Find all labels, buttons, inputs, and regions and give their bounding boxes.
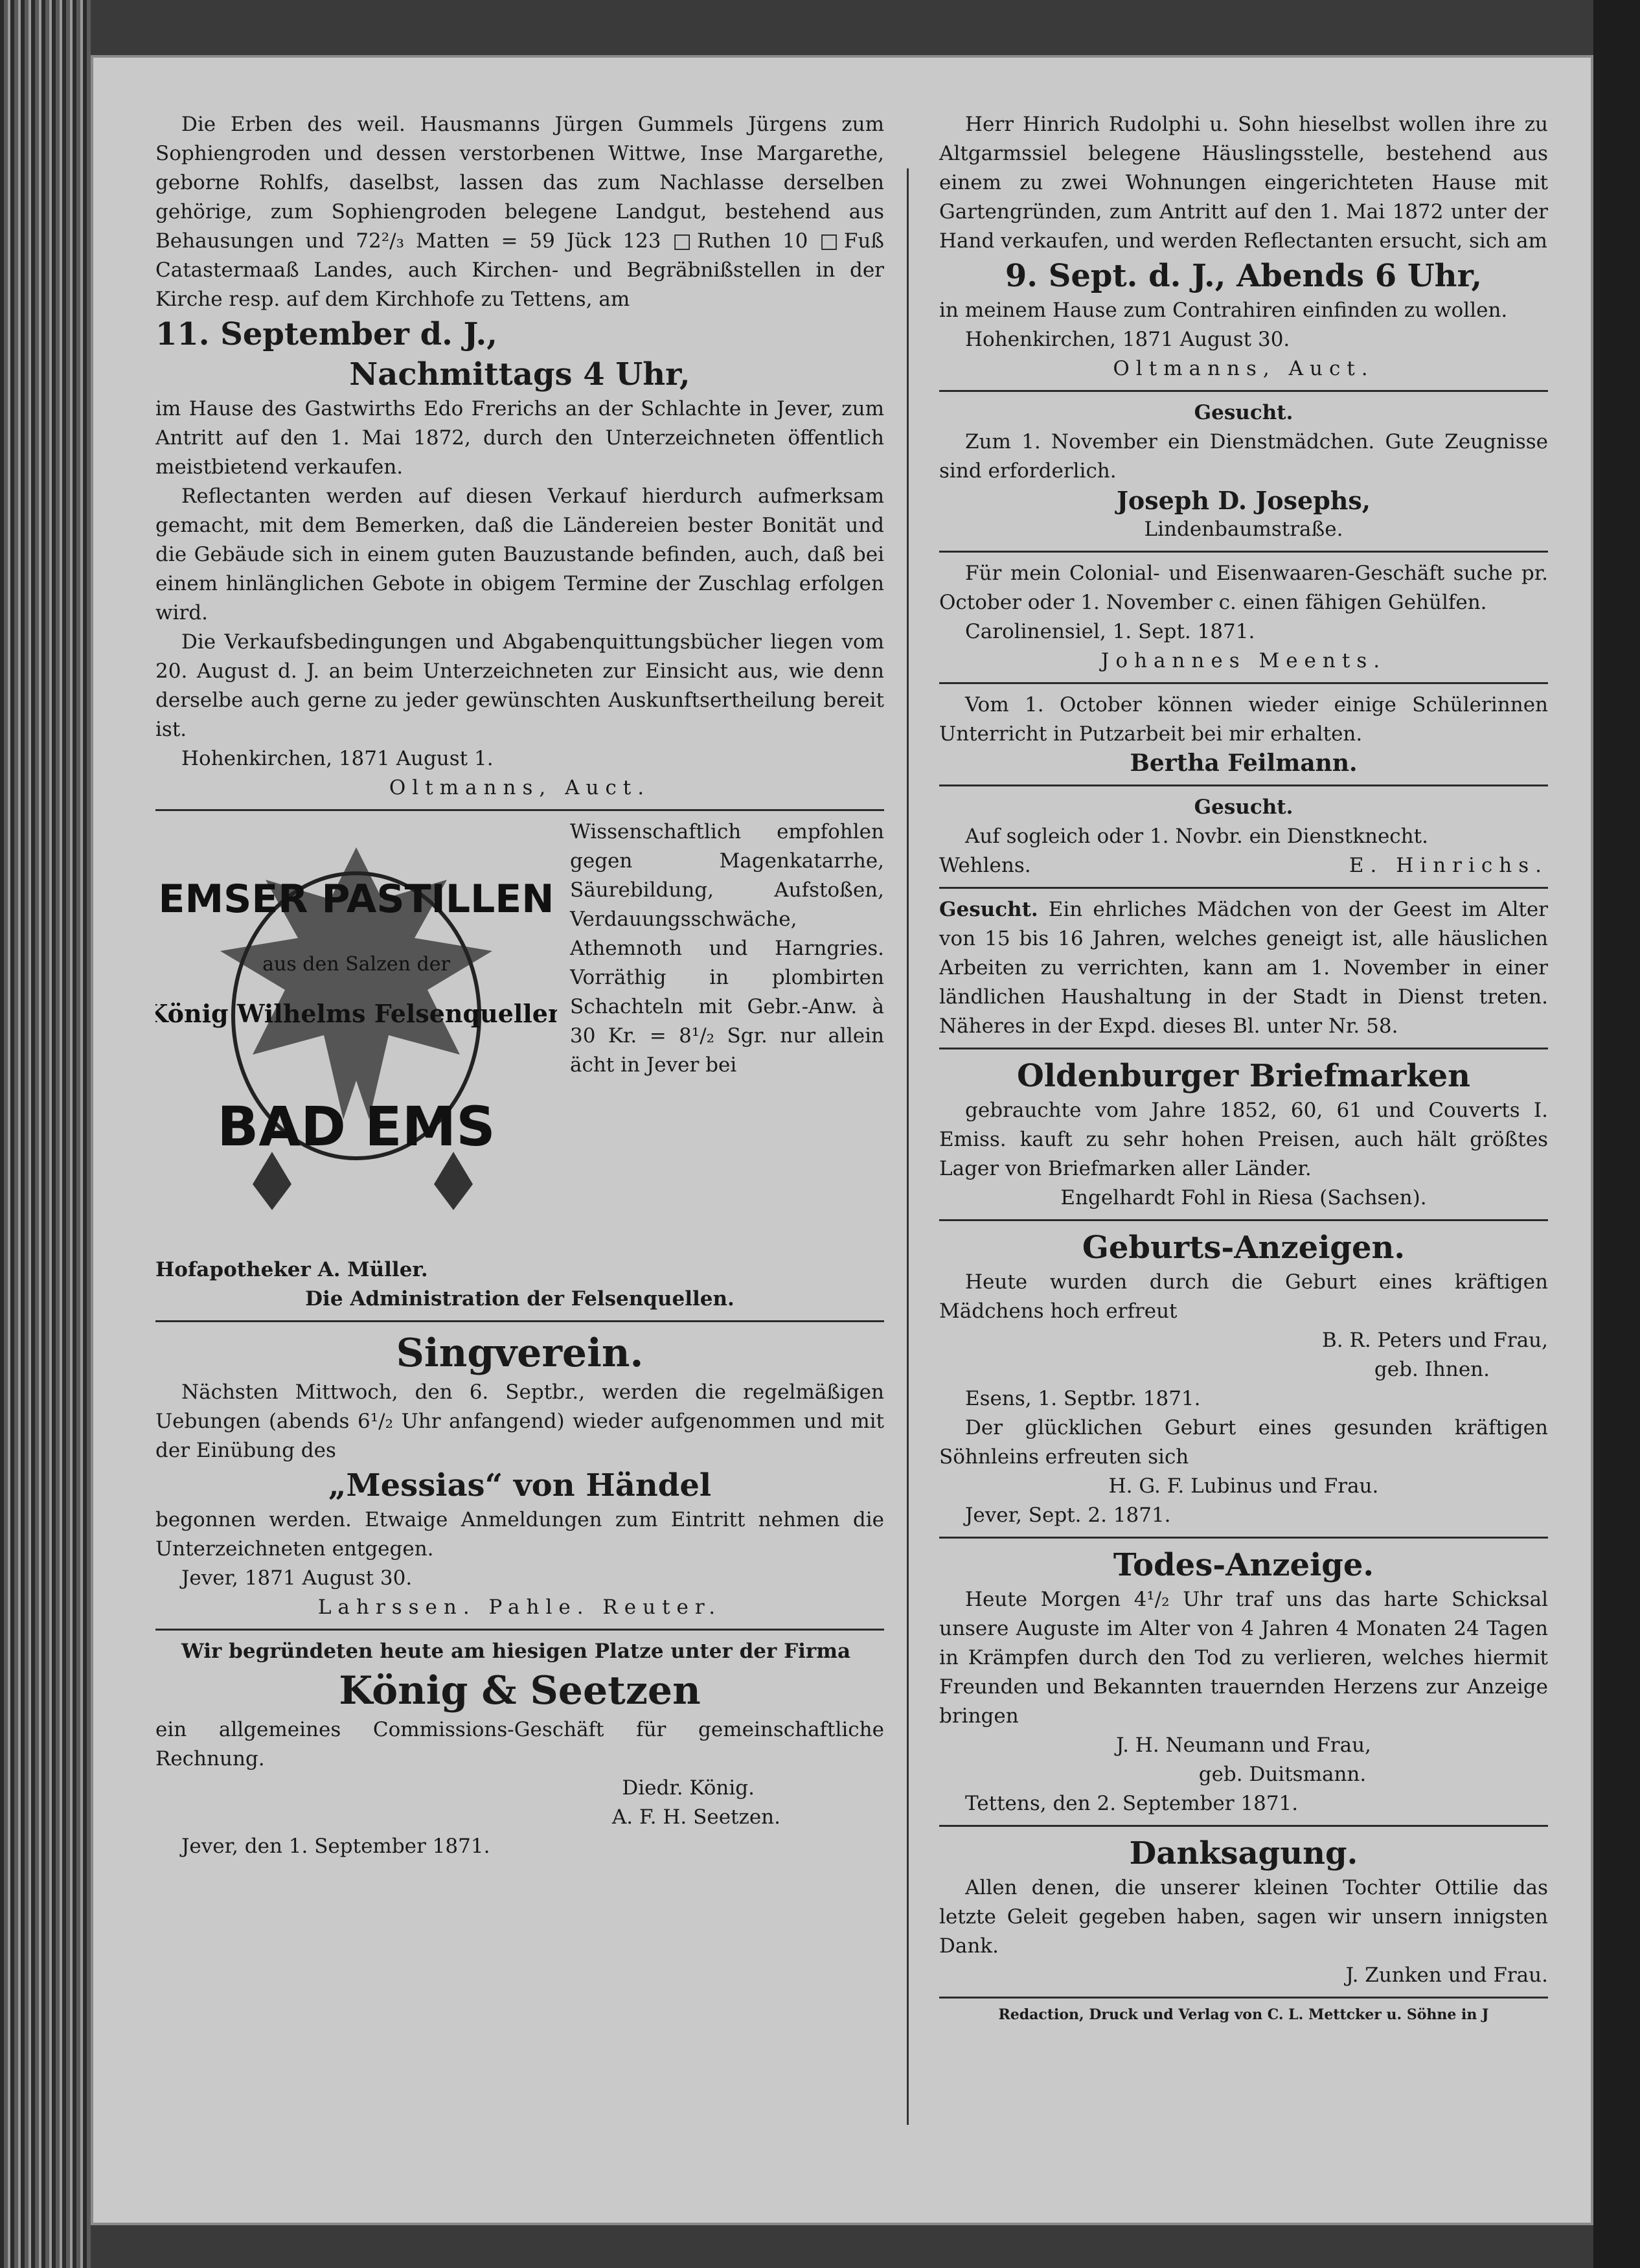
pharmacist: Hofapotheker A. Müller. xyxy=(155,1258,428,1281)
gesucht-ad-1 xyxy=(939,398,1548,544)
divider-rule xyxy=(939,887,1548,889)
gesucht-title: Gesucht. xyxy=(1194,796,1293,819)
death-title: Todes-Anzeige. xyxy=(1113,1547,1374,1583)
gesucht-title: Gesucht. xyxy=(939,898,1038,921)
parents: J. H. Neumann und Frau, xyxy=(1116,1734,1371,1757)
firm-text: ein allgemeines Commissions-Geschäft für gemeinschaftliche Rechnung. xyxy=(155,1718,884,1770)
gesucht-text: Auf sogleich oder 1. Novbr. ein Dienstknecht. xyxy=(965,825,1428,848)
place-date-1: Esens, 1. Septbr. 1871. xyxy=(965,1387,1201,1410)
parents-2: H. G. F. Lubinus und Frau. xyxy=(1108,1474,1379,1498)
thanks-notice xyxy=(939,1833,1548,1990)
parents-1-maiden: geb. Ihnen. xyxy=(1374,1358,1490,1381)
eagle-emblem-graphic xyxy=(155,821,557,1249)
place-date: Hohenkirchen, 1871 August 1. xyxy=(181,747,494,770)
gesucht-title: Gesucht. xyxy=(1194,401,1293,424)
emblem-text-mid2: König Wilhelms Felsenquellen xyxy=(155,999,557,1028)
place-date: Carolinensiel, 1. Sept. 1871. xyxy=(965,620,1255,643)
parents-1: B. R. Peters und Frau, xyxy=(1322,1329,1548,1352)
place-date: Jever, 1871 August 30. xyxy=(181,1566,413,1590)
ad-text-4: Die Verkaufsbedingungen und Abgabenquittungsbücher liegen vom 20. August d. J. an beim Unterzeichneten zur Einsicht aus, wie denn derselbe auch gerne zu jeder gewünschten Auskunftsertheilung bereit ist. xyxy=(155,630,884,741)
sale-time: Nachmittags 4 Uhr, xyxy=(349,356,690,393)
colonial-text: Für mein Colonial- und Eisenwaaren-Geschäft suche pr. October oder 1. November c. einen fähigen Gehülfen. xyxy=(939,562,1548,614)
colonial-ad xyxy=(939,559,1548,676)
emblem-text-top: EMSER PASTILLEN xyxy=(158,876,554,922)
singverein-text-2: begonnen werden. Etwaige Anmeldungen zum Eintritt nehmen die Unterzeichneten entgegen. xyxy=(155,1508,884,1561)
divider-rule xyxy=(939,682,1548,684)
ems-pastilles-ad xyxy=(155,818,884,1314)
divider-rule xyxy=(155,1320,884,1322)
gesucht-text: Ein ehrliches Mädchen von der Geest im Alter von 15 bis 16 Jahren, welches geneigt ist, alle häuslichen Arbeiten zu verrichten, kann am 1. November in einer ländlichen Haushaltung in der Stadt in Dienst treten. Näheres in der Expd. dieses Bl. unter Nr. 58. xyxy=(939,898,1548,1038)
birth-text-1: Heute wurden durch die Geburt eines kräftigen Mädchens hoch erfreut xyxy=(939,1270,1548,1323)
signature-1: Diedr. König. xyxy=(622,1776,755,1800)
gesucht-ad-3 xyxy=(939,895,1548,1041)
divider-rule xyxy=(939,785,1548,786)
thanks-name: J. Zunken und Frau. xyxy=(1345,1964,1548,1987)
column-divider xyxy=(907,168,909,2125)
advertiser-street: Lindenbaumstraße. xyxy=(1144,518,1343,541)
singverein-work: „Messias“ von Händel xyxy=(328,1467,712,1504)
feilmann-ad xyxy=(939,691,1548,778)
right-column xyxy=(939,110,1548,2024)
signatures: Lahrssen. Pahle. Reuter. xyxy=(317,1596,722,1619)
singverein-ad xyxy=(155,1329,884,1622)
advertiser-name: Joseph D. Josephs, xyxy=(1116,486,1371,515)
birth-title: Geburts-Anzeigen. xyxy=(1082,1230,1406,1266)
place-date: Hohenkirchen, 1871 August 30. xyxy=(965,328,1290,351)
thanks-title: Danksagung. xyxy=(1129,1835,1358,1872)
signature-2: A. F. H. Seetzen. xyxy=(611,1805,780,1829)
briefmarken-text: gebrauchte vom Jahre 1852, 60, 61 und Couverts I. Emiss. kauft zu sehr hohen Preisen, auch hält größtes Lager von Briefmarken aller Länder. xyxy=(939,1099,1548,1180)
death-text: Heute Morgen 4¹/₂ Uhr traf uns das harte Schicksal unsere Auguste im Alter von 4 Jahren 4 Monaten 24 Tagen in Krämpfen durch den Tod zu verlieren, welches hiermit Freunden und Bekannten trauernden Herzens zur Anzeige bringen xyxy=(939,1588,1548,1728)
advertiser-name: Bertha Feilmann. xyxy=(1130,750,1358,777)
signature: Oltmanns, Auct. xyxy=(1113,357,1374,380)
imprint-footer: Redaction, Druck und Verlag von C. L. Mettcker u. Söhne in J xyxy=(998,2006,1489,2023)
gesucht-ad-2 xyxy=(939,793,1548,880)
ems-text: Wissenschaftlich empfohlen gegen Magenkatarrhe, Säurebildung, Aufstoßen, Verdauungsschwäche, Athemnoth und Harngries. Vorräthig in plombirten Schachteln mit Gebr.-Anw. à 30 Kr. = 8¹/₂ Sgr. nur allein ächt in Jever bei xyxy=(570,820,884,1077)
briefmarken-ad xyxy=(939,1056,1548,1213)
place-date: Jever, den 1. September 1871. xyxy=(181,1835,490,1858)
divider-rule xyxy=(939,1537,1548,1539)
divider-rule xyxy=(939,390,1548,392)
ad-text-3: Reflectanten werden auf diesen Verkauf hierdurch aufmerksam gemacht, mit dem Bemerken, daß die Ländereien bester Bonität und die Gebäude sich in einem guten Bauzustande befinden, auch, daß bei einem hinlänglichen Gebote in obigem Termine der Zuschlag erfolgen wird. xyxy=(155,485,884,624)
place-date-2: Jever, Sept. 2. 1871. xyxy=(965,1504,1171,1527)
administration: Die Administration der Felsenquellen. xyxy=(305,1287,735,1311)
rudolphi-text: Herr Hinrich Rudolphi u. Sohn hieselbst wollen ihre zu Altgarmssiel belegene Häuslingsstelle, bestehend aus einem zu zwei Wohnungen eingerichteten Hause mit Gartengründen, zum Antritt auf den 1. Mai 1872 unter der Hand verkaufen, und werden Reflectanten ersucht, sich am xyxy=(939,113,1548,253)
advertiser-name: E. Hinrichs. xyxy=(1349,854,1548,877)
parents-maiden: geb. Duitsmann. xyxy=(1198,1763,1367,1786)
emblem-text-mid1: aus den Salzen der xyxy=(262,953,450,976)
singverein-text: Nächsten Mittwoch, den 6. Septbr., werden die regelmäßigen Uebungen (abends 6¹/₂ Uhr anfangend) wieder aufgenommen und mit der Einübung des xyxy=(155,1380,884,1462)
birth-announcements xyxy=(939,1228,1548,1530)
rudolphi-ad xyxy=(939,110,1548,384)
divider-rule xyxy=(155,1629,884,1631)
sale-date: 11. September d. J., xyxy=(155,316,497,352)
singverein-title: Singverein. xyxy=(396,1331,644,1376)
firm-intro: Wir begründeten heute am hiesigen Platze unter der Firma xyxy=(181,1640,851,1663)
divider-rule xyxy=(939,1825,1548,1827)
eagle-emblem-image xyxy=(155,821,557,1249)
emblem-text-bottom: BAD EMS xyxy=(217,1095,495,1158)
divider-rule xyxy=(939,1048,1548,1049)
feilmann-text: Vom 1. October können wieder einige Schülerinnen Unterricht in Putzarbeit bei mir erhalten. xyxy=(939,693,1548,746)
death-notice xyxy=(939,1545,1548,1818)
place: Wehlens. xyxy=(939,854,1031,877)
rudolphi-date: 9. Sept. d. J., Abends 6 Uhr, xyxy=(1005,258,1483,294)
advertiser-name: Engelhardt Fohl in Riesa (Sachsen). xyxy=(1060,1186,1427,1209)
place-name-row xyxy=(939,851,1548,880)
gesucht-text: Zum 1. November ein Dienstmädchen. Gute Zeugnisse sind erforderlich. xyxy=(939,430,1548,483)
briefmarken-title: Oldenburger Briefmarken xyxy=(1016,1058,1471,1094)
divider-rule xyxy=(155,809,884,811)
place-date: Tettens, den 2. September 1871. xyxy=(965,1792,1299,1815)
ad-text-2: im Hause des Gastwirths Edo Frerichs an der Schlachte in Jever, zum Antritt auf den 1. Mai 1872, durch den Unterzeichneten öffentlich meistbietend verkaufen. xyxy=(155,397,884,479)
divider-rule xyxy=(939,1219,1548,1221)
birth-text-2: Der glücklichen Geburt eines gesunden kräftigen Söhnleins erfreuten sich xyxy=(939,1416,1548,1469)
ad-text: Die Erben des weil. Hausmanns Jürgen Gummels Jürgens zum Sophiengroden und dessen verstorbenen Wittwe, Inse Margarethe, geborne Rohlfs, daselbst, lassen das zum Nachlasse derselben gehörige, zum Sophiengroden belegene Landgut, bestehend aus Behausungen und 72²/₃ Matten = 59 Jück 123 □Ruthen 10 □Fuß Catastermaaß Landes, auch Kirchen- und Begräbnißstellen in der Kirche resp. auf dem Kirchhofe zu Tettens, am xyxy=(155,113,884,311)
divider-rule xyxy=(939,551,1548,553)
koenig-seetzen-ad xyxy=(155,1637,884,1861)
thanks-text: Allen denen, die unserer kleinen Tochter Ottilie das letzte Geleit gegeben haben, sagen wir unsern innigsten Dank. xyxy=(939,1876,1548,1958)
rudolphi-text-2: in meinem Hause zum Contrahiren einfinden zu wollen. xyxy=(939,299,1508,322)
left-column xyxy=(155,110,884,1861)
scan-edge xyxy=(1593,0,1640,2268)
firm-name: König & Seetzen xyxy=(339,1668,701,1713)
divider-rule xyxy=(939,1997,1548,1999)
advertiser-name: Johannes Meents. xyxy=(1100,649,1387,672)
signature: Oltmanns, Auct. xyxy=(389,776,651,799)
estate-sale-ad xyxy=(155,110,884,803)
book-spine xyxy=(0,0,91,2268)
